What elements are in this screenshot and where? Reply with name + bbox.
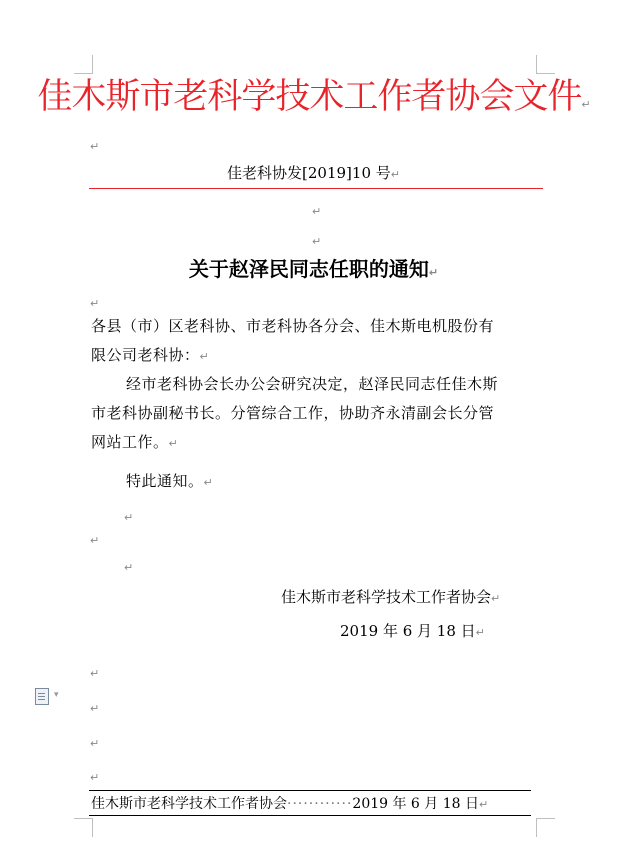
body-line-1: 经市老科协会长办公会研究决定，赵泽民同志任佳木斯 [126,375,499,393]
red-separator-line [89,188,543,189]
footer-bottom-rule [89,815,531,816]
salutation-line-2: 限公司老科协：↵ [91,346,210,364]
paragraph-mark: ↵ [124,511,134,524]
footer-organization: 佳木斯市老科学技术工作者协会 [91,796,287,812]
paragraph-mark: ↵ [90,140,100,153]
signature-organization: 佳木斯市老科学技术工作者协会↵ [281,588,501,606]
footer-leader-dots: ············ [287,796,353,812]
paragraph-mark: ↵ [90,297,100,310]
document-number: 佳老科协发[2019]10 号↵ [227,164,400,182]
paragraph-mark: ↵ [90,667,100,680]
closing-line: 特此通知。↵ [126,472,214,490]
paragraph-mark: ↵ [124,561,134,574]
crop-mark-bottom-right [536,818,555,837]
document-options-icon[interactable] [35,688,49,705]
footer-line: 佳木斯市老科学技术工作者协会············2019 年 6 月 18 日↵ [91,796,489,812]
chevron-down-icon[interactable]: ▾ [54,690,59,700]
paragraph-mark: ↵ [90,702,100,715]
body-line-3: 网站工作。↵ [91,433,179,451]
paragraph-mark: ↵ [90,737,100,750]
paragraph-mark: ↵ [90,534,100,547]
paragraph-mark: ↵ [312,205,322,218]
notice-heading: 关于赵泽民同志任职的通知↵ [188,257,439,281]
footer-date: 2019 年 6 月 18 日 [352,796,480,812]
crop-mark-bottom-left [74,818,93,837]
document-header-title: 佳木斯市老科学技术工作者协会文件↵ [37,77,590,116]
signature-date: 2019 年 6 月 18 日↵ [340,622,485,640]
paragraph-mark: ↵ [312,235,322,248]
salutation-line-1: 各县（市）区老科协、市老科协各分会、佳木斯电机股份有 [91,317,495,335]
paragraph-mark: ↵ [90,771,100,784]
footer-top-rule [89,790,531,791]
body-line-2: 市老科协副秘书长。分管综合工作，协助齐永清副会长分管 [91,404,495,422]
